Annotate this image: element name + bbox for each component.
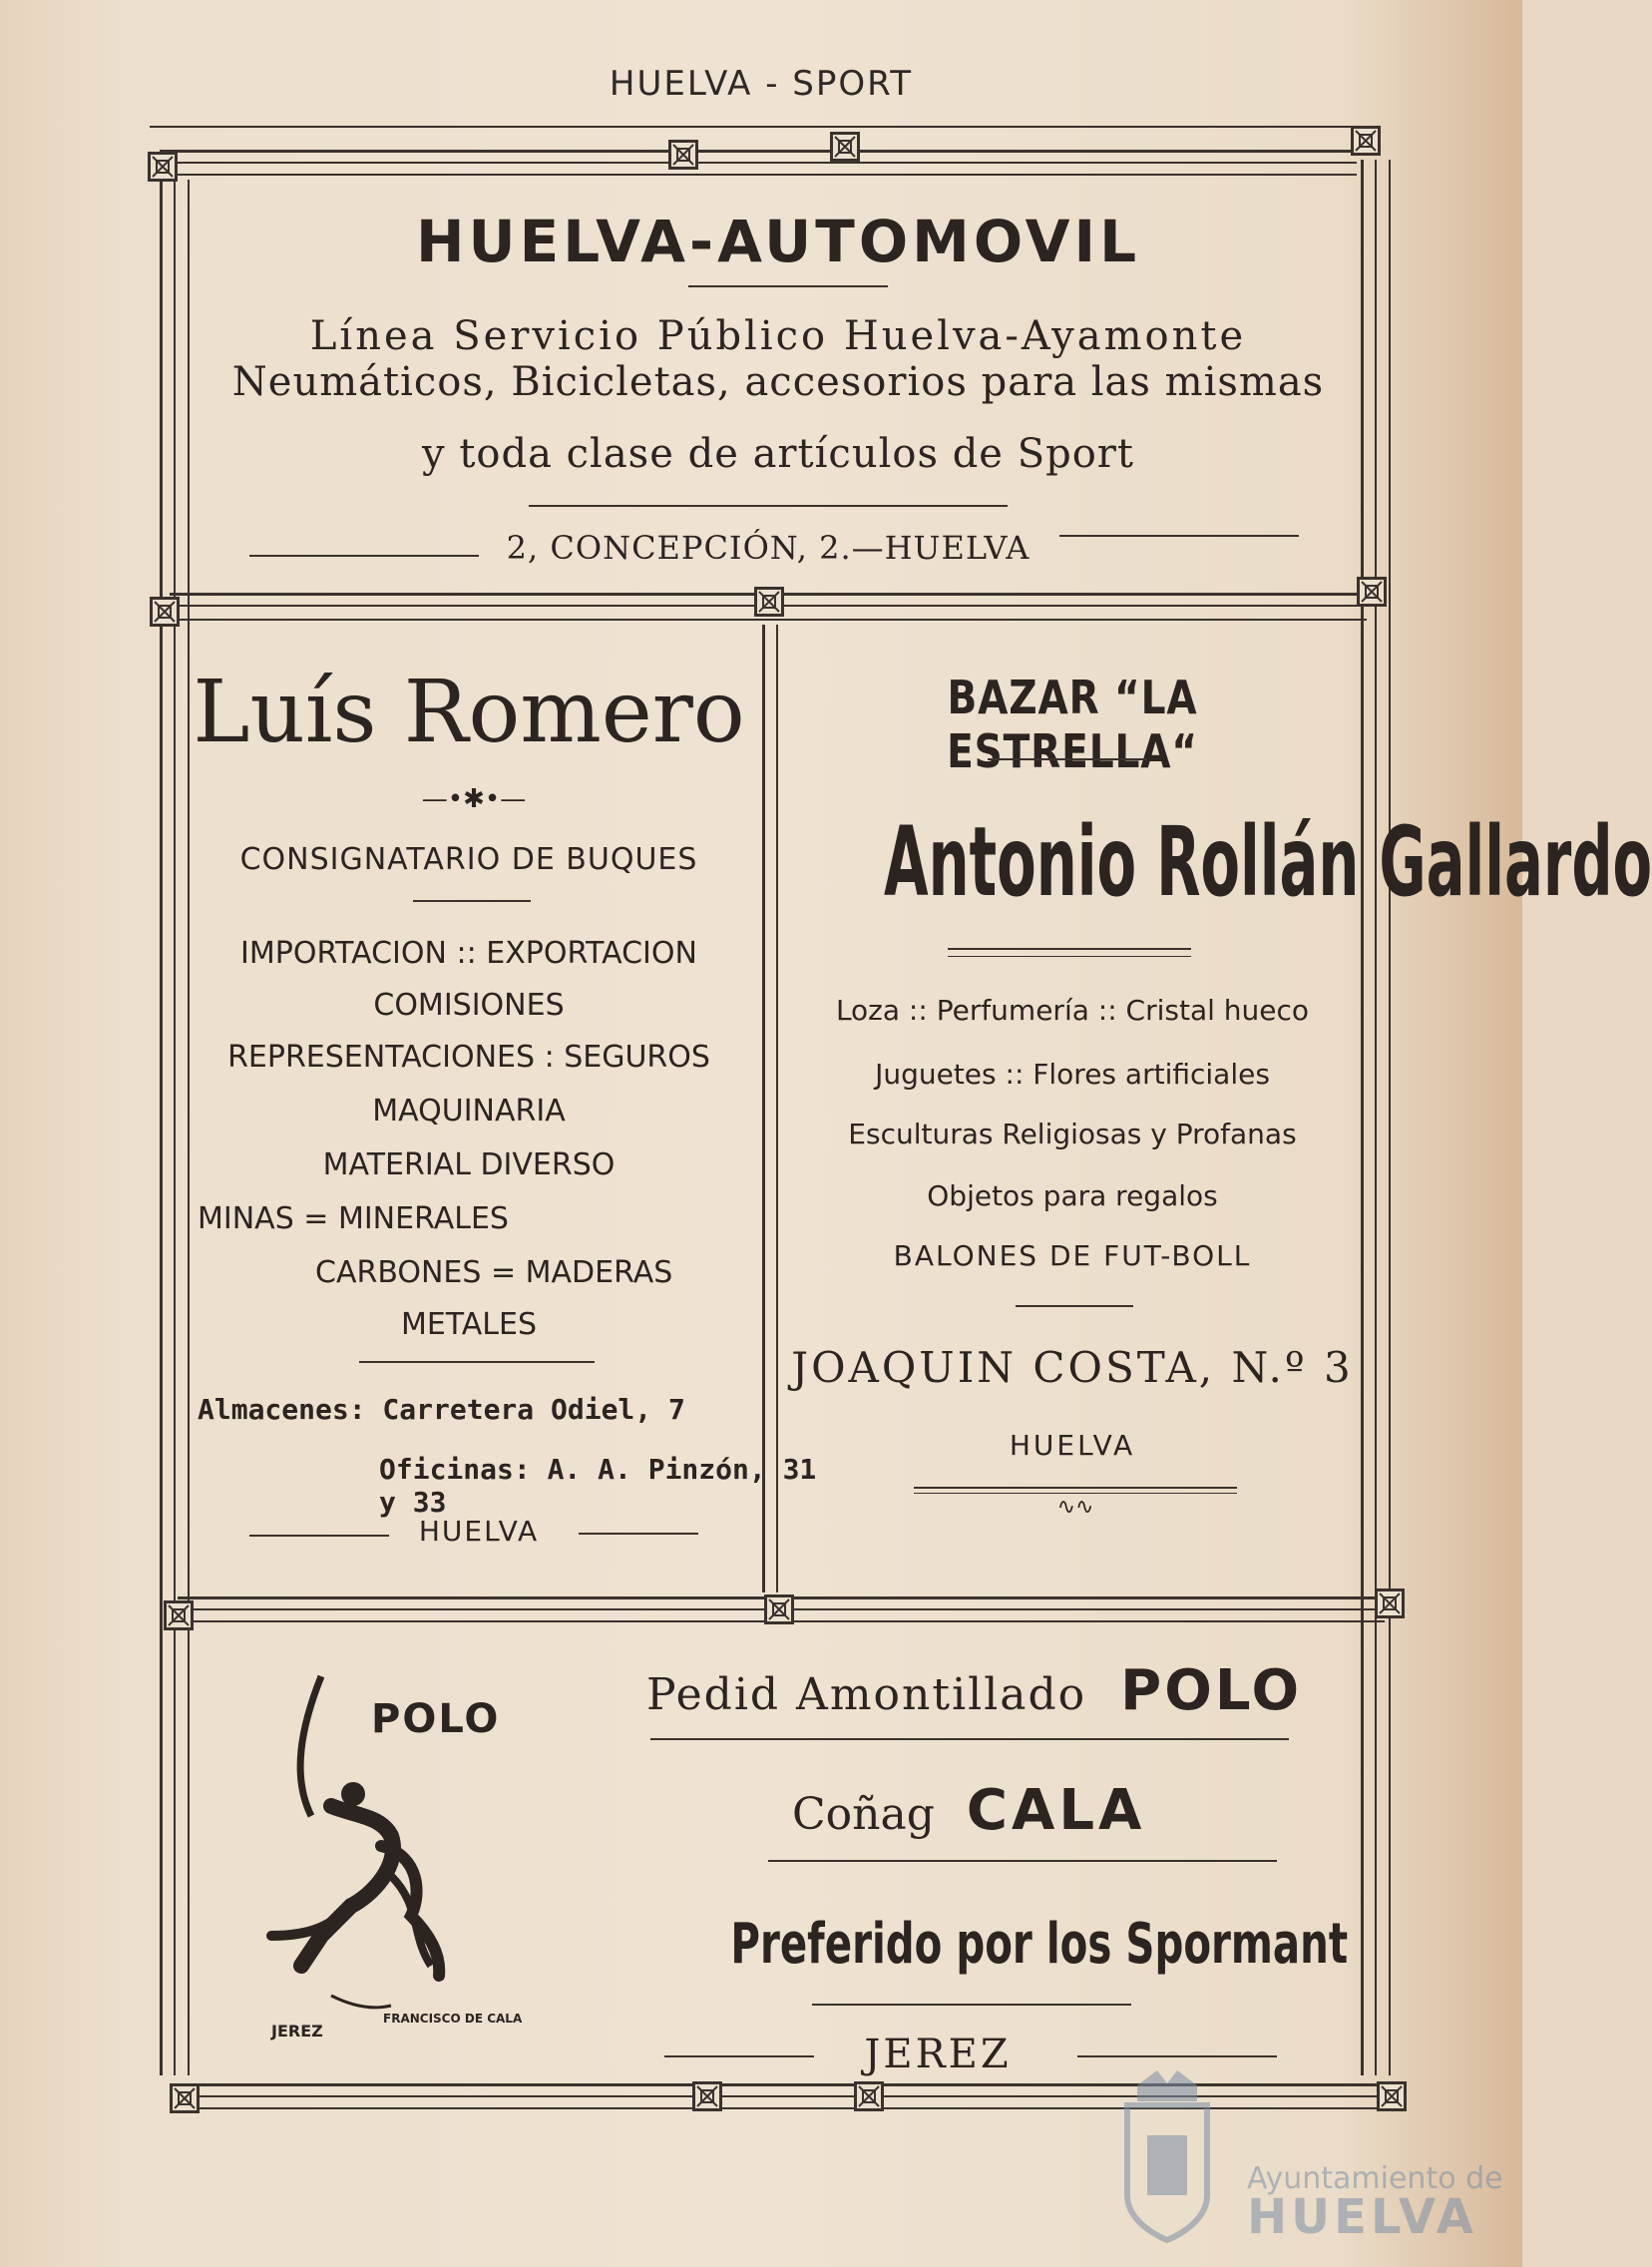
polo-city: JEREZ: [864, 2032, 1012, 2077]
watermark-line2: HUELVA: [1247, 2189, 1477, 2245]
bazar-line: Juguetes :: Flores artificiales: [875, 1058, 1270, 1091]
romero-name: Luís Romero: [193, 663, 745, 762]
bazar-line: BALONES DE FUT-BOLL: [893, 1239, 1252, 1272]
watermark: [1107, 2065, 1503, 2245]
automovil-line1: Línea Servicio Público Huelva-Ayamonte: [309, 313, 1247, 359]
watermark-line1: Ayuntamiento de: [1247, 2161, 1503, 2196]
polo-logo-maker: FRANCISCO DE CALA: [383, 2012, 523, 2026]
romero-line: MAQUINARIA: [372, 1094, 566, 1129]
romero-line: COMISIONES: [373, 988, 565, 1023]
romero-line: REPRESENTACIONES : SEGUROS: [227, 1040, 710, 1075]
city-crest-icon: [1107, 2065, 1227, 2245]
polo-logo-word: POLO: [371, 1696, 501, 1742]
polo-line1: [646, 1658, 1302, 1723]
automovil-line3: y toda clase de artículos de Sport: [422, 431, 1134, 477]
bazar-title: BAZAR “LA ESTRELLA“: [947, 671, 1198, 778]
romero-line: CARBONES = MADERAS: [315, 1255, 673, 1290]
romero-role: CONSIGNATARIO DE BUQUES: [239, 842, 698, 877]
romero-line: IMPORTACION :: EXPORTACION: [240, 936, 697, 971]
polo-line2: [792, 1778, 1145, 1843]
head-rule: [150, 126, 1377, 128]
bazar-line: Loza :: Perfumería :: Cristal hueco: [835, 994, 1310, 1027]
bazar-city: HUELVA: [1009, 1429, 1136, 1462]
romero-line: MINAS = MINERALES: [198, 1201, 509, 1236]
cala-brand: CALA: [966, 1778, 1146, 1843]
cala-prefix: Coñag: [792, 1789, 935, 1840]
automovil-title: HUELVA-AUTOMOVIL: [415, 208, 1141, 275]
ornament-divider-icon: ∿∿: [1056, 1495, 1094, 1520]
ornament-divider-icon: —•✱•—: [421, 784, 527, 814]
romero-line: METALES: [400, 1307, 538, 1342]
bazar-line: Esculturas Religiosas y Profanas: [848, 1118, 1297, 1150]
running-head: HUELVA - SPORT: [609, 64, 914, 104]
romero-oficinas: Oficinas: A. A. Pinzón, 31 y 33: [379, 1453, 817, 1519]
romero-city: HUELVA: [418, 1515, 540, 1548]
romero-line: MATERIAL DIVERSO: [322, 1147, 616, 1182]
bazar-owner: Antonio Rollán Gallardo: [884, 806, 1652, 918]
automovil-line2: Neumáticos, Bicicletas, accesorios para las mismas: [231, 359, 1325, 405]
polo-logo-jerez: JEREZ: [271, 2022, 323, 2040]
polo-line1-prefix: Pedid Amontillado: [646, 1669, 1087, 1720]
bazar-line: Objetos para regalos: [927, 1179, 1218, 1212]
polo-brand: POLO: [1120, 1658, 1303, 1723]
bazar-address: JOAQUIN COSTA, N.º 3: [791, 1343, 1354, 1392]
polo-logo: [261, 1666, 581, 2065]
polo-line3: Preferido por los Spormant: [730, 1912, 1349, 1977]
automovil-address: 2, CONCEPCIÓN, 2.—HUELVA: [506, 529, 1031, 567]
romero-almacenes: Almacenes: Carretera Odiel, 7: [198, 1393, 685, 1426]
